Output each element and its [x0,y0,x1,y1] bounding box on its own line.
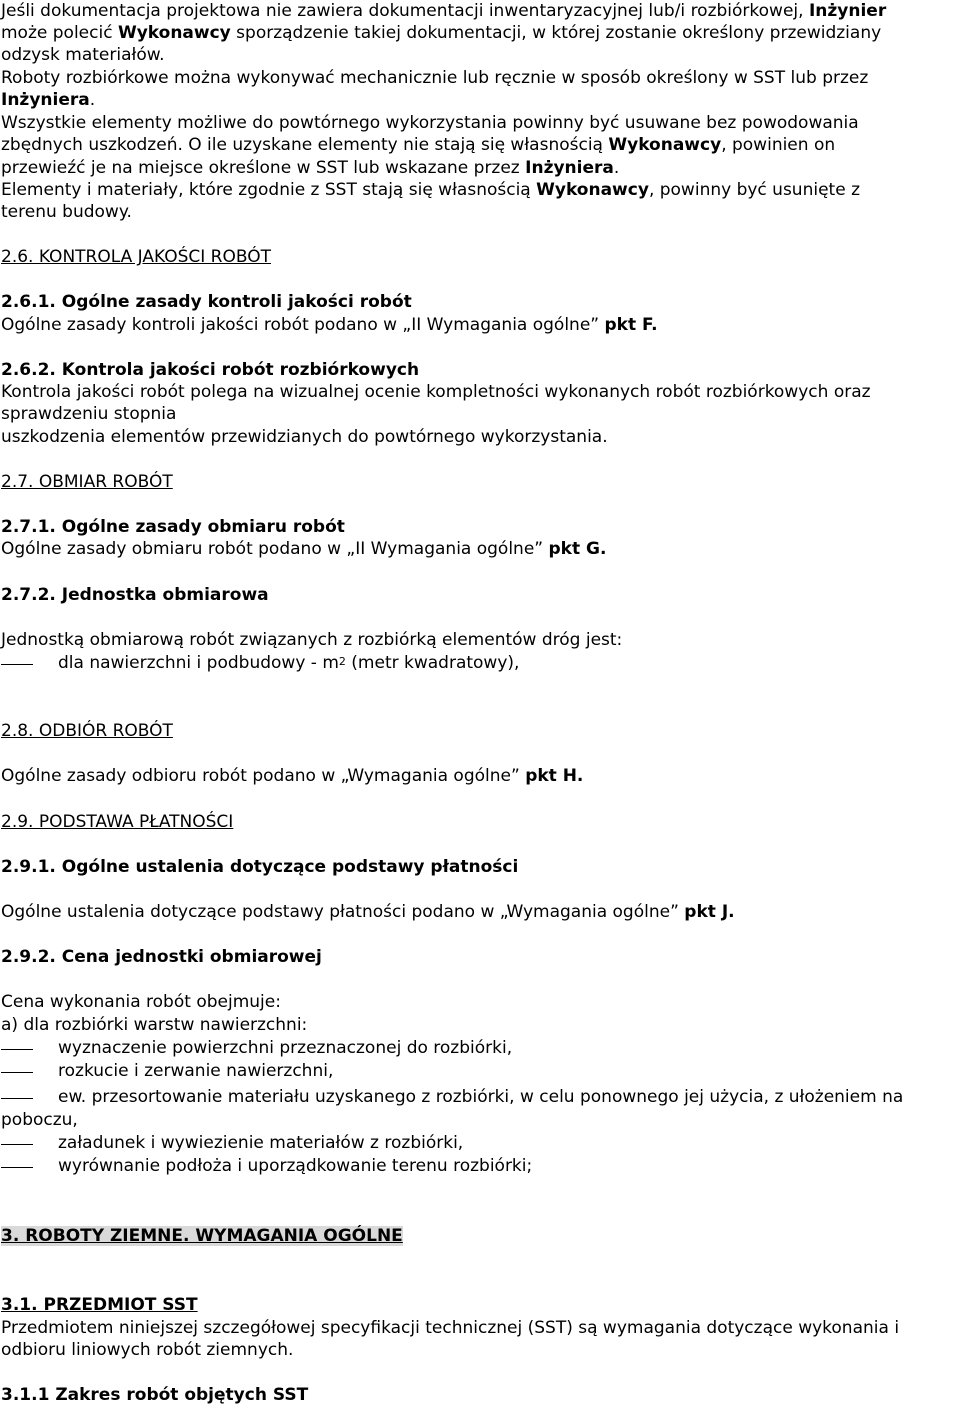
paragraph-line: uszkodzenia elementów przewidzianych do powtórnego wykorzystania. [1,427,608,447]
section-heading: 2.6. KONTROLA JAKOŚCI ROBÓT [1,247,271,267]
subsection-heading [1,359,419,382]
text: (metr kwadratowy), [345,653,520,673]
paragraph-line: a) dla rozbiórki warstw nawierzchni: [1,1015,308,1035]
heading-text: 2.9.2. Cena jednostki obmiarowej [1,947,322,967]
bold-term: pkt G. [548,539,607,559]
heading-text: 2.7.2. Jednostka obmiarowa [1,585,269,605]
bullet-dash [1,1098,33,1099]
paragraph-line: odzysk materiałów. [1,45,165,65]
section-heading [1,1294,198,1317]
text: zbędnych uszkodzeń. O ile uzyskane elementy nie stają się własnością [1,135,609,155]
bullet-dash [1,1167,33,1168]
subsection-heading [1,584,269,607]
subsection-heading [1,516,345,539]
bold-term: Inżyniera [525,158,614,178]
bullet-item: rozkucie i zerwanie nawierzchni, [58,1061,334,1081]
heading-text: 2.6.2. Kontrola jakości robót rozbiórkowych [1,360,420,380]
subsection-heading [1,291,412,314]
bullet-item: załadunek i wywiezienie materiałów z rozbiórki, [58,1133,464,1153]
paragraph-line [1,157,619,180]
bullet-item: ew. przesortowanie materiału uzyskanego z rozbiórki, w celu ponownego jej użycia, z ułożeniem na [58,1087,904,1107]
bullet-item [58,652,519,675]
paragraph-line [1,134,835,157]
paragraph-line [1,0,886,23]
heading-text: 3.1. PRZEDMIOT SST [1,1295,198,1315]
subsection-heading [1,856,518,879]
text: Ogólne zasady kontroli jakości robót podano w „II Wymagania ogólne” [1,315,605,335]
paragraph-line: Cena wykonania robót obejmuje: [1,992,281,1012]
text: Elementy i materiały, które zgodnie z SST stają się własnością [1,180,537,200]
bold-term: Wykonawcy [117,23,231,43]
text: może polecić [1,23,118,43]
paragraph-line: sprawdzeniu stopnia [1,404,177,424]
text: Ogólne zasady obmiaru robót podano w „II Wymagania ogólne” [1,539,549,559]
paragraph-line [1,901,735,924]
text: Ogólne zasady odbioru robót podano w „Wymagania ogólne” [1,766,526,786]
text: przewieźć je na miejsce określone w SST lub wskazane przez [1,158,526,178]
text: , powinny być usunięte z [648,180,860,200]
heading-text: 2.7.1. Ogólne zasady obmiaru robót [1,517,345,537]
paragraph-line [1,314,658,337]
superscript: 2 [338,655,346,668]
text: . [89,90,96,110]
bullet-continuation: poboczu, [1,1110,78,1130]
bullet-dash [1,1049,33,1050]
heading-text: 3.1.1 Zakres robót objętych SST [1,1385,309,1405]
bold-term: Inżynier [808,1,887,21]
paragraph-line: odbioru liniowych robót ziemnych. [1,1340,294,1360]
bullet-item: wyrównanie podłoża i uporządkowanie terenu rozbiórki; [58,1156,533,1176]
paragraph-line [1,179,860,202]
paragraph-line [1,89,95,112]
bullet-dash [1,1072,33,1073]
bold-term: pkt F. [604,315,658,335]
heading-text: 3. ROBOTY ZIEMNE. WYMAGANIA OGÓLNE [1,1226,403,1246]
text: . [613,158,620,178]
paragraph-line: Przedmiotem niniejszej szczegółowej specyfikacji technicznej (SST) są wymagania dotyczące wykonania i [1,1318,900,1338]
text: sporządzenie takiej dokumentacji, w której zostanie określony przewidziany [230,23,882,43]
paragraph-line [1,22,881,45]
bullet-dash [1,664,33,665]
paragraph-line: Wszystkie elementy możliwe do powtórnego wykorzystania powinny być usuwane bez powodowania [1,113,859,133]
text: , powinien on [721,135,836,155]
paragraph-line: Jednostką obmiarową robót związanych z rozbiórką elementów dróg jest: [1,630,623,650]
paragraph-line [1,538,606,561]
subsection-heading [1,946,322,969]
bold-term: Wykonawcy [536,180,649,200]
bold-term: pkt H. [525,766,584,786]
section-heading: 2.7. OBMIAR ROBÓT [1,472,173,492]
text: Ogólne ustalenia dotyczące podstawy płatności podano w „Wymagania ogólne” [1,902,685,922]
chapter-heading [1,1225,403,1248]
paragraph-line [1,765,583,788]
text: dla nawierzchni i podbudowy - m [58,653,339,673]
bullet-dash [1,1144,33,1145]
heading-text: 2.9.1. Ogólne ustalenia dotyczące podstawy płatności [1,857,519,877]
bold-term: Inżyniera [1,90,90,110]
bold-term: pkt J. [684,902,735,922]
text: Jeśli dokumentacja projektowa nie zawiera dokumentacji inwentaryzacyjnej lub/i rozbiórkowej, [1,1,809,21]
paragraph-line: Kontrola jakości robót polega na wizualnej ocenie kompletności wykonanych robót rozbiórkowych oraz [1,382,871,402]
section-heading: 2.9. PODSTAWA PŁATNOŚCI [1,812,234,832]
paragraph-line: Roboty rozbiórkowe można wykonywać mechanicznie lub ręcznie w sposób określony w SST lub przez [1,68,869,88]
heading-text: 2.6.1. Ogólne zasady kontroli jakości robót [1,292,412,312]
paragraph-line: terenu budowy. [1,202,132,222]
section-heading: 2.8. ODBIÓR ROBÓT [1,721,173,741]
subsection-heading [1,1384,308,1407]
bold-term: Wykonawcy [608,135,722,155]
bullet-item: wyznaczenie powierzchni przeznaczonej do rozbiórki, [58,1038,513,1058]
